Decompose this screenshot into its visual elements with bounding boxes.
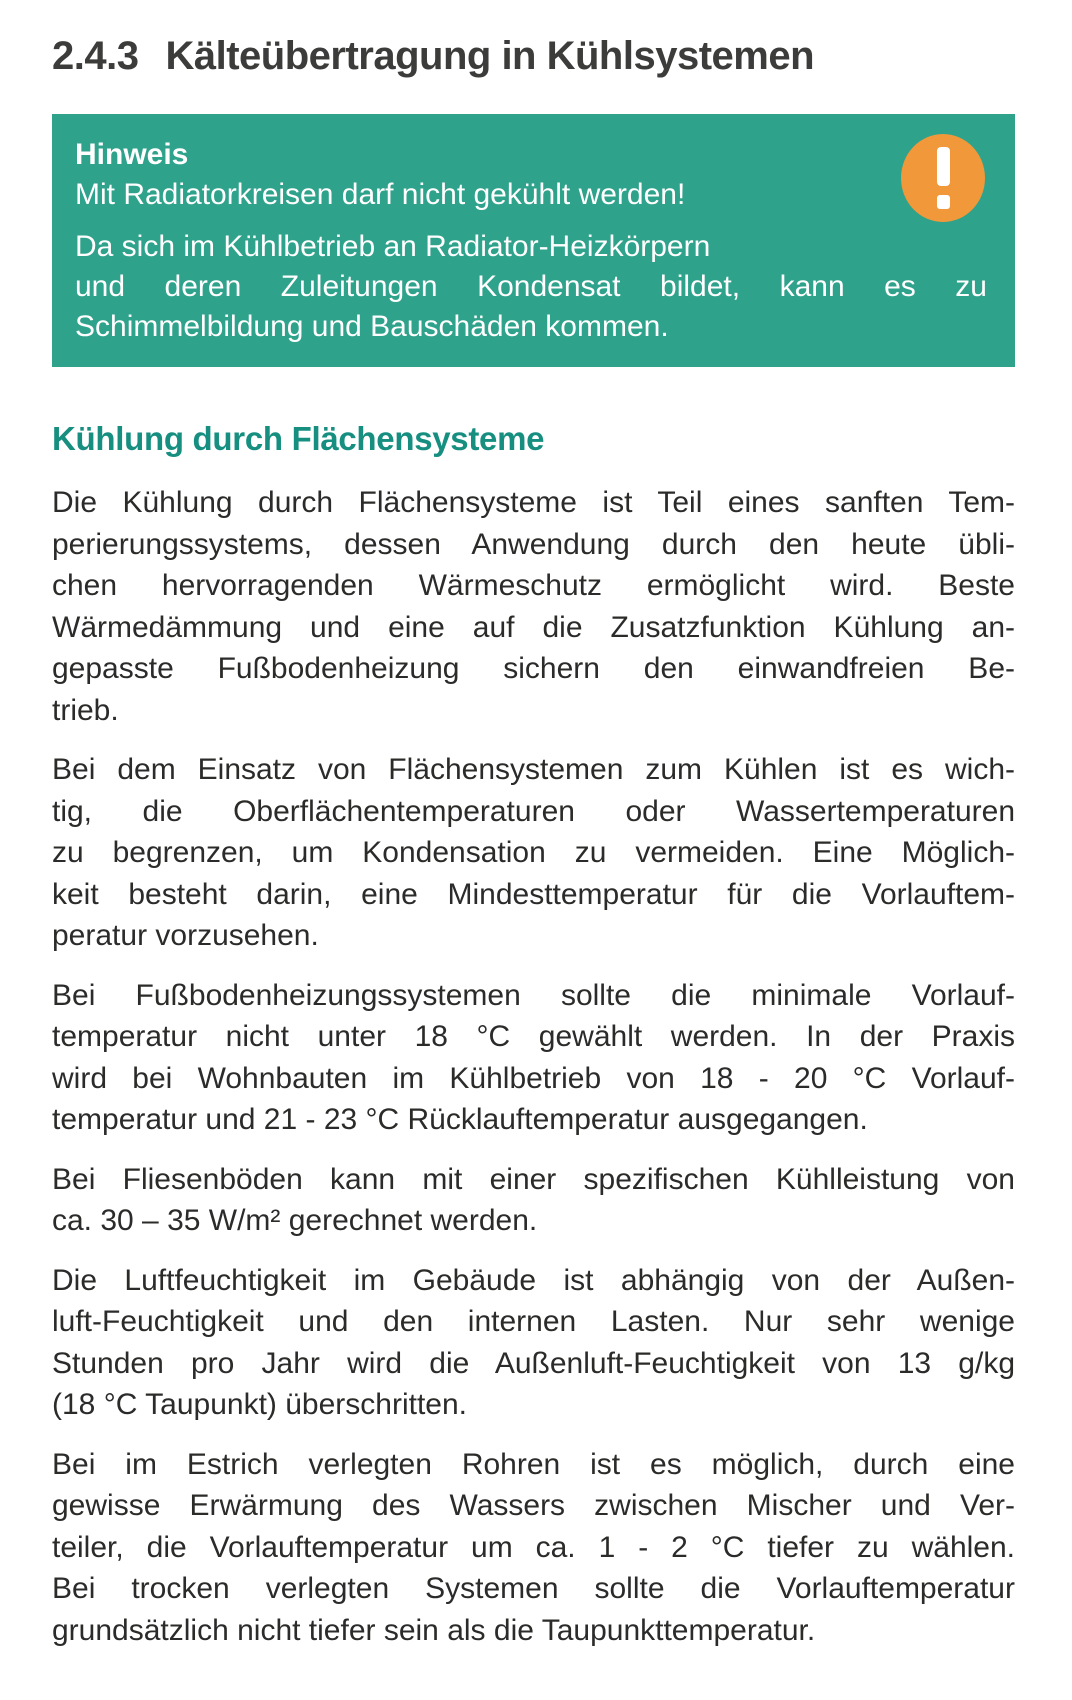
text-line: Bei im Estrich verlegten Rohren ist es möglich, durch eine	[52, 1447, 1015, 1481]
body-paragraph	[52, 1260, 1015, 1426]
text-line: Stunden pro Jahr wird die Außenluft-Feuchtigkeit von 13 g/kg	[52, 1346, 1015, 1380]
text-line: perierungssystems, dessen Anwendung durch den heute übli-	[52, 527, 1015, 561]
body-paragraph	[52, 975, 1015, 1141]
text-line: und deren Zuleitungen Kondensat bildet, kann es zu	[75, 270, 987, 303]
notice-intro: Mit Radiatorkreisen darf nicht gekühlt werden!	[75, 178, 686, 211]
text-line: (18 °C Taupunkt) überschritten.	[52, 1388, 467, 1421]
text-line: peratur vorzusehen.	[52, 919, 319, 952]
body-text	[52, 482, 1015, 1651]
text-line: teiler, die Vorlauftemperatur um ca. 1 - 2 °C tiefer zu wählen.	[52, 1530, 1015, 1564]
section-number: 2.4.3	[52, 34, 139, 78]
text-line: Schimmelbildung und Bauschäden kommen.	[75, 310, 669, 343]
text-line: temperatur und 21 - 23 °C Rücklauftemperatur ausgegangen.	[52, 1103, 868, 1136]
text-line: tig, die Oberflächentemperaturen oder Wassertemperaturen	[52, 794, 1015, 828]
text-line: wird bei Wohnbauten im Kühlbetrieb von 18 - 20 °C Vorlauf-	[52, 1061, 1015, 1095]
section-title: Kälteübertragung in Kühlsystemen	[165, 34, 815, 78]
text-line: Bei Fliesenböden kann mit einer spezifischen Kühlleistung von	[52, 1162, 1015, 1196]
text-line: ca. 30 – 35 W/m² gerechnet werden.	[52, 1204, 538, 1237]
body-paragraph	[52, 482, 1015, 731]
text-line: Die Kühlung durch Flächensysteme ist Teil eines sanften Tem-	[52, 486, 1015, 519]
body-paragraph	[52, 1444, 1015, 1652]
text-line: Da sich im Kühlbetrieb an Radiator-Heizkörpern	[75, 230, 711, 263]
text-line: grundsätzlich nicht tiefer sein als die Taupunkttemperatur.	[52, 1613, 816, 1647]
body-paragraph	[52, 1159, 1015, 1242]
text-line: Bei dem Einsatz von Flächensystemen zum Kühlen ist es wich-	[52, 753, 1015, 786]
text-line: Bei Fußbodenheizungssystemen sollte die minimale Vorlauf-	[52, 978, 1015, 1012]
text-line: Bei trocken verlegten Systemen sollte die Vorlauftemperatur	[52, 1572, 1015, 1605]
text-line: gepasste Fußbodenheizung sichern den einwandfreien Be-	[52, 652, 1015, 685]
notice-box	[52, 114, 1015, 367]
text-line: Die Luftfeuchtigkeit im Gebäude ist abhängig von der Außen-	[52, 1263, 1015, 1297]
notice-body	[75, 227, 987, 347]
exclamation-bar	[937, 147, 950, 186]
text-line: zu begrenzen, um Kondensation zu vermeiden. Eine Möglich-	[52, 836, 1015, 869]
exclamation-dot	[937, 195, 950, 209]
text-line: keit besteht darin, eine Mindesttemperatur für die Vorlauftem-	[52, 877, 1015, 911]
text-line: luft-Feuchtigkeit und den internen Lasten. Nur sehr wenige	[52, 1305, 1015, 1338]
text-line: temperatur nicht unter 18 °C gewählt werden. In der Praxis	[52, 1020, 1015, 1053]
page-title	[52, 32, 1015, 80]
text-line: gewisse Erwärmung des Wassers zwischen Mischer und Ver-	[52, 1489, 1015, 1522]
exclamation-icon	[901, 134, 985, 222]
subsection-heading: Kühlung durch Flächensysteme	[52, 420, 545, 457]
text-line: trieb.	[52, 693, 119, 727]
text-line: chen hervorragenden Wärmeschutz ermöglicht wird. Beste	[52, 569, 1015, 602]
body-paragraph	[52, 749, 1015, 957]
notice-title: Hinweis	[75, 138, 189, 171]
text-line: Wärmedämmung und eine auf die Zusatzfunktion Kühlung an-	[52, 610, 1015, 644]
